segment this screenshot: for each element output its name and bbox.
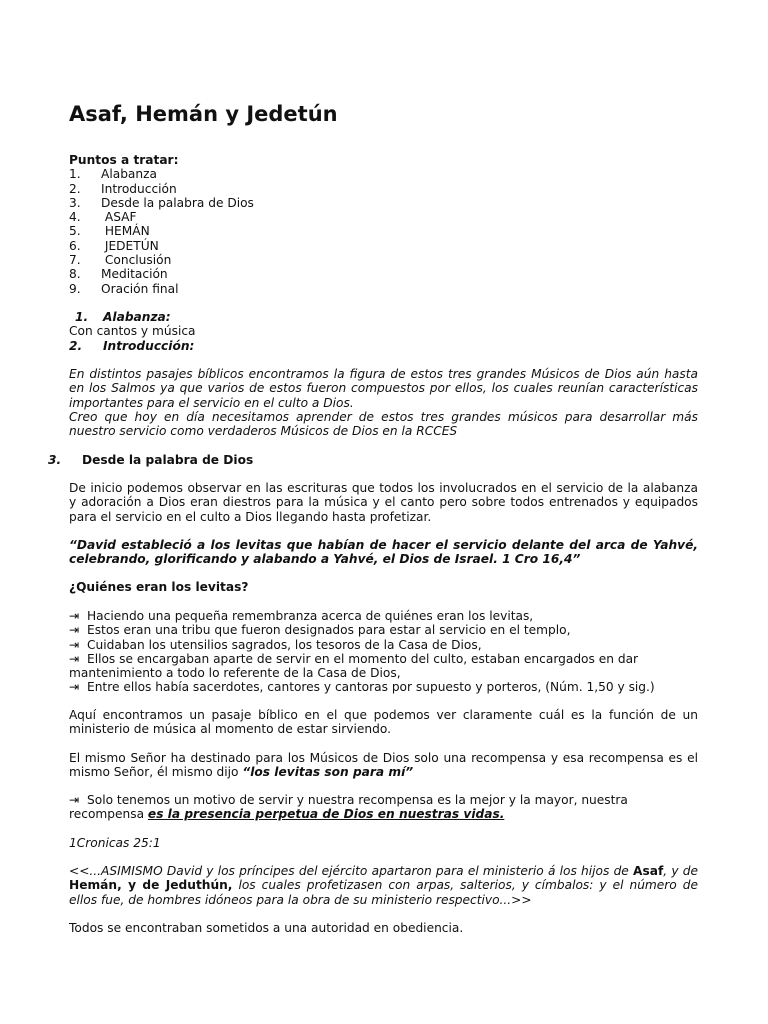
toc-item-number: 7. xyxy=(69,253,81,268)
quote-text: <<...ASIMISMO David y los príncipes del ejército apartaron para el ministerio á los hijos de xyxy=(69,864,634,878)
scripture-quote-2 xyxy=(69,864,698,907)
toc-item-label: Alabanza xyxy=(101,167,157,182)
toc-item-number: 6. xyxy=(69,238,81,253)
intro-text-2: Creo que hoy en día necesitamos aprender de estos tres grandes músicos para desarrollar más nuestro servicio como verdaderos Músicos de Dios en la RCCES xyxy=(69,409,698,439)
paragraph: Aquí encontramos un pasaje bíblico en el que podemos ver claramente cuál es la función de un ministerio de música al momento de estar sirviendo. xyxy=(69,708,698,737)
section-number: 2. xyxy=(69,338,83,353)
toc-item xyxy=(69,224,698,238)
toc-item-number: 8. xyxy=(69,267,81,282)
intro-text: En distintos pasajes bíblicos encontramos la figura de estos tres grandes Músicos de Dios aún hasta en los Salmos ya que varios de estos fueron compuestos por ellos, los cuales reunían características importantes para el servicio en el culto a Dios. xyxy=(69,367,698,410)
bullet-item xyxy=(69,652,698,681)
toc-item xyxy=(69,210,698,224)
toc-heading: Puntos a tratar: xyxy=(69,153,179,167)
bullet-item xyxy=(69,623,698,637)
section-heading-text: Desde la palabra de Dios xyxy=(82,453,254,467)
toc-item xyxy=(69,182,698,196)
paragraph xyxy=(69,793,698,822)
toc-item-number: 1. xyxy=(69,167,81,182)
document-title: Asaf, Hemán y Jedetún xyxy=(69,102,338,126)
bullet-item xyxy=(69,638,698,652)
underlined-emphasis: es la presencia perpetua de Dios en nuestras vidas. xyxy=(147,807,505,822)
toc-item xyxy=(69,253,698,267)
section-body: Con cantos y música xyxy=(69,324,196,339)
section-number: 1. xyxy=(75,310,89,324)
toc-item xyxy=(69,267,698,281)
toc-item-label: Desde la palabra de Dios xyxy=(101,195,254,210)
quote-emphasis: “los levitas son para mí” xyxy=(242,765,414,780)
scripture-reference: 1Cronicas 25:1 xyxy=(69,836,161,850)
section-heading xyxy=(69,339,698,353)
toc-item xyxy=(69,196,698,210)
section-heading xyxy=(48,453,253,467)
section-alabanza xyxy=(69,310,698,353)
paragraph-text: El mismo Señor ha destinado para los Músicos de Dios solo una recompensa y esa recompensa es el mismo Señor, él mismo dijo xyxy=(69,751,698,780)
bullet-text: Cuidaban los utensilios sagrados, los tesoros de la Casa de Dios, xyxy=(87,637,482,652)
bullet-item xyxy=(69,680,698,694)
toc-item-label: JEDETÚN xyxy=(101,238,159,253)
section-heading xyxy=(69,310,698,324)
toc-item-label: Conclusión xyxy=(101,253,172,268)
tab-arrow-icon: ⇥ xyxy=(69,623,80,638)
toc-item xyxy=(69,167,698,181)
bullet-text: Haciendo una pequeña remembranza acerca de quiénes eran los levitas, xyxy=(87,609,534,623)
bullet-text: Estos eran una tribu que fueron designados para estar al servicio en el templo, xyxy=(87,623,571,638)
toc-item-label: ASAF xyxy=(101,210,137,225)
intro-paragraph xyxy=(69,367,698,438)
toc-item-number: 4. xyxy=(69,210,81,225)
toc-item xyxy=(69,282,698,296)
toc-item xyxy=(69,239,698,253)
name-asaf: Asaf xyxy=(633,864,664,878)
toc-item-number: 2. xyxy=(69,181,81,196)
quote-text: los cuales profetizasen con arpas, salterios, y címbalos: y el número de ellos fue, de hombres idóneos para la obra de su ministerio respectivo...>> xyxy=(69,878,699,907)
tab-arrow-icon: ⇥ xyxy=(69,651,80,666)
toc-item-label: Oración final xyxy=(101,281,179,296)
paragraph xyxy=(69,751,698,780)
section-number: 3. xyxy=(48,453,62,467)
paragraph: Todos se encontraban sometidos a una autoridad en obediencia. xyxy=(69,921,464,935)
tab-arrow-icon: ⇥ xyxy=(69,609,80,623)
bullet-list xyxy=(69,609,698,695)
quote-text: , y de xyxy=(663,864,698,878)
bullet-text: Ellos se encargaban aparte de servir en el momento del culto, estaban encargados en dar mantenimiento a todo lo referente de la Casa de Dios, xyxy=(69,651,639,681)
section-heading-text: Alabanza: xyxy=(103,310,171,324)
paragraph: De inicio podemos observar en las escrituras que todos los involucrados en el servicio de la alabanza y adoración a Dios eran diestros para la música y el canto pero sobre todos entrenados y equipados para el servicio en el culto a Dios llegando hasta profetizar. xyxy=(69,481,698,524)
tab-arrow-icon: ⇥ xyxy=(69,637,80,652)
toc-item-label: Meditación xyxy=(101,267,168,282)
section-heading-text: Introducción: xyxy=(103,338,195,353)
toc-item-label: Introducción xyxy=(101,181,177,196)
bullet-text: Entre ellos había sacerdotes, cantores y cantoras por supuesto y porteros, (Núm. 1,50 y sig.) xyxy=(87,680,655,695)
tab-arrow-icon: ⇥ xyxy=(69,680,80,695)
name-heman-jeduthun: Hemán, y de Jeduthún, xyxy=(69,878,233,893)
subheading: ¿Quiénes eran los levitas? xyxy=(69,580,249,594)
tab-arrow-icon: ⇥ xyxy=(69,793,80,807)
toc-item-number: 3. xyxy=(69,195,81,210)
toc xyxy=(69,153,698,296)
toc-list xyxy=(69,167,698,296)
toc-item-label: HEMÁN xyxy=(101,224,150,239)
paragraph-text: Solo tenemos un motivo de servir y nuestra recompensa es la mejor y la mayor, nuestra recompensa xyxy=(69,793,628,822)
bullet-item xyxy=(69,609,698,623)
toc-item-number: 9. xyxy=(69,281,81,296)
toc-item-number: 5. xyxy=(69,224,81,239)
scripture-quote: “David estableció a los levitas que habían de hacer el servicio delante del arca de Yahvé, celebrando, glorificando y alabando a Yahvé, el Dios de Israel. 1 Cro 16,4” xyxy=(69,538,698,567)
